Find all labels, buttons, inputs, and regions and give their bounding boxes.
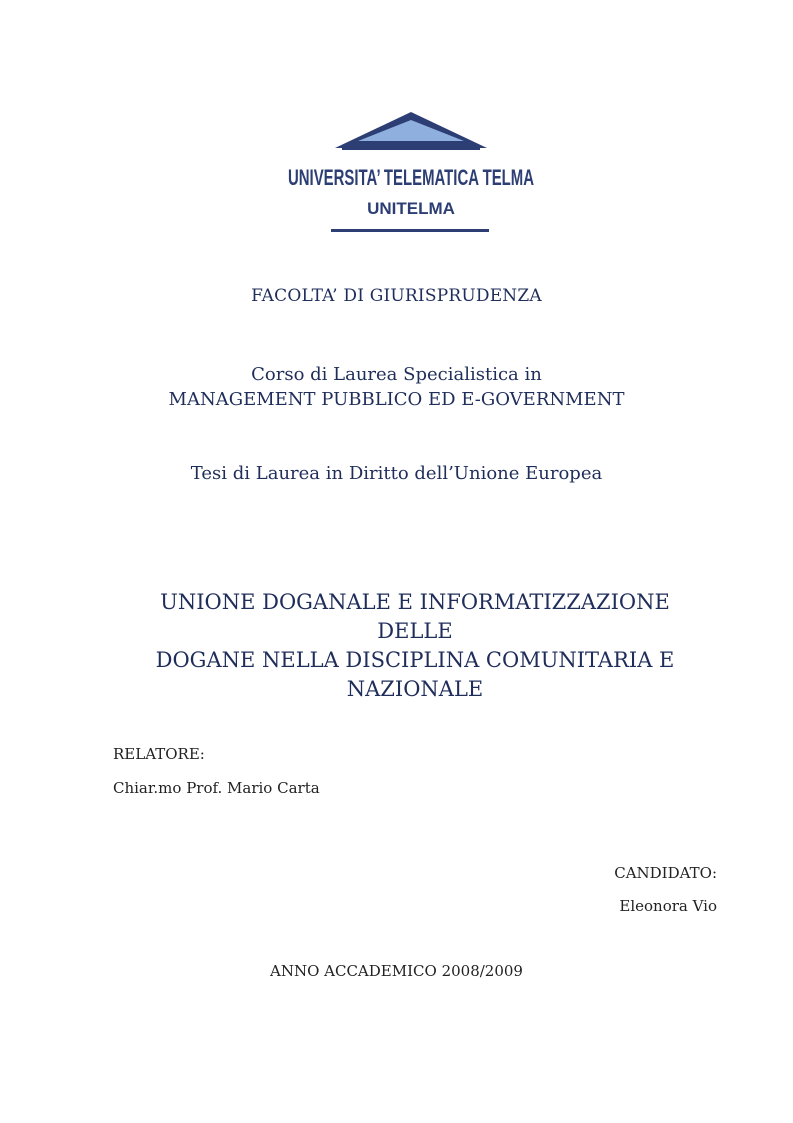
academic-year: ANNO ACCADEMICO 2008/2009 (270, 962, 523, 980)
title-line-3: NAZIONALE (346, 677, 484, 701)
candidato-label: CANDIDATO: (614, 864, 717, 882)
university-logo (280, 108, 542, 246)
candidato-name: Eleonora Vio (619, 897, 717, 915)
course-line-1: Corso di Laurea Specialistica in (251, 364, 542, 385)
logo-graphic (280, 108, 542, 246)
roof-base-icon (342, 146, 480, 150)
title-line-1: UNIONE DOGANALE E INFORMATIZZAZIONE DELLE (160, 590, 670, 643)
course-block (0, 362, 793, 412)
logo-underline (331, 229, 489, 232)
title-line-2: DOGANE NELLA DISCIPLINA COMUNITARIA E (155, 648, 675, 672)
course-line-2: MANAGEMENT PUBBLICO ED E-GOVERNMENT (168, 389, 625, 410)
relatore-label: RELATORE: (113, 745, 205, 763)
thesis-subject: Tesi di Laurea in Diritto dell’Unione Europea (190, 463, 603, 484)
logo-acronym: UNITELMA (367, 199, 455, 218)
thesis-title (120, 588, 710, 704)
faculty-heading: FACOLTA’ DI GIURISPRUDENZA (251, 286, 542, 306)
logo-university-name: UNIVERSITA’ TELEMATICA TELMA (288, 165, 535, 190)
relatore-name: Chiar.mo Prof. Mario Carta (113, 779, 320, 797)
